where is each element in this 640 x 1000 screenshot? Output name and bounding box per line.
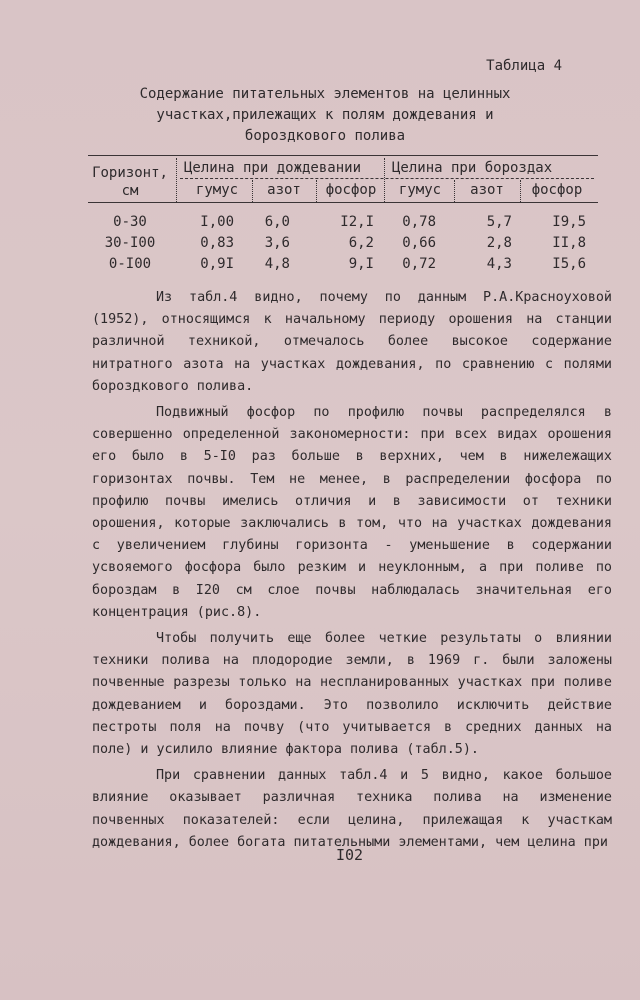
table-cell: 0,9I (200, 256, 234, 272)
table-cell: 6,2 (348, 235, 374, 251)
table-cell: 0,78 (402, 214, 436, 230)
table-cell: I5,6 (552, 256, 586, 272)
sub-header-nitrogen: азот (470, 182, 504, 198)
page-number: I02 (336, 846, 364, 864)
table-top-rule (88, 155, 598, 156)
column-separator (316, 180, 317, 202)
table-label: Таблица 4 (486, 58, 562, 74)
table-cell: 4,3 (486, 256, 512, 272)
column-separator (454, 180, 455, 202)
table-cell: 6,0 (264, 214, 290, 230)
row-horizon: 0-30 (113, 214, 147, 230)
paragraph: Чтобы получить еще более четкие результаты о влиянии техники полива на плодородие земли, в 1969 г. были заложены почвенные разрезы только на неспланированных участках при поливе дождеванием и бороздами. Это позволило исключить действие пестроты поля на почву (что учитывается в средних данных на поле) и усилило влияние фактора полива (табл.5). (92, 631, 612, 758)
table-header-rule (88, 202, 598, 203)
sub-header-phosphorus: фосфор (325, 182, 377, 198)
table-caption: Содержание питательных элементов на целинных участках,прилежащих к полям дождевания и бороздкового полива (139, 86, 511, 144)
table-cell: 5,7 (486, 214, 512, 230)
sub-header-humus: гумус (398, 182, 442, 198)
sub-header-humus: гумус (195, 182, 239, 198)
table-cell: 0,83 (200, 235, 234, 251)
paragraph: Из табл.4 видно, почему по данным Р.А.Красноуховой (1952), относящимся к начальному периоду орошения на станции различной техникой, отмечалось более высокое содержание нитратного азота на участках дождевания, по сравнению с полями бороздкового полива. (92, 290, 612, 394)
table-cell: 0,66 (402, 235, 436, 251)
paragraph: Подвижный фосфор по профилю почвы распределялся в совершенно определенной закономерности: при всех видах орошения его было в 5-I0 раз больше в верхних, чем в нижележащих горизонтах почвы. Тем не менее, в распределении фосфора по профилю почвы имелись отличия и в зависимости от техники орошения, которые заключались в том, что на участках дождевания с увеличением глубины горизонта - уменьшение в содержании усвояемого фосфора было резким и неуклонным, а при поливе по бороздам в I20 см слое почвы наблюдалась значительная его концентрация (рис.8). (92, 405, 612, 620)
column-separator (520, 180, 521, 202)
column-separator (384, 158, 385, 202)
row-horizon: 30-I00 (104, 235, 156, 251)
row-horizon: 0-I00 (108, 256, 152, 272)
body-text (92, 287, 612, 858)
table-cell: 0,72 (402, 256, 436, 272)
table-cell: II,8 (552, 235, 586, 251)
column-separator (252, 180, 253, 202)
sub-header-nitrogen: азот (267, 182, 301, 198)
group-header-rain: Целина при дождевании (184, 160, 362, 176)
table-cell: 3,6 (264, 235, 290, 251)
horizon-header: Горизонт, см (92, 165, 168, 199)
table-cell: I,00 (200, 214, 234, 230)
sub-header-phosphorus: фосфор (531, 182, 583, 198)
table-cell: 9,I (348, 256, 374, 272)
group-header-rule (180, 178, 594, 179)
table-cell: I2,I (340, 214, 374, 230)
paragraph: При сравнении данных табл.4 и 5 видно, какое большое влияние оказывает различная техника полива на изменение почвенных показателей: если целина, прилежащая к участкам дождевания, более богата питательными элементами, чем целина при (92, 768, 612, 850)
group-header-furrow: Целина при бороздах (392, 160, 553, 176)
table-cell: I9,5 (552, 214, 586, 230)
table-cell: 4,8 (264, 256, 290, 272)
column-separator (176, 158, 177, 202)
table-cell: 2,8 (486, 235, 512, 251)
